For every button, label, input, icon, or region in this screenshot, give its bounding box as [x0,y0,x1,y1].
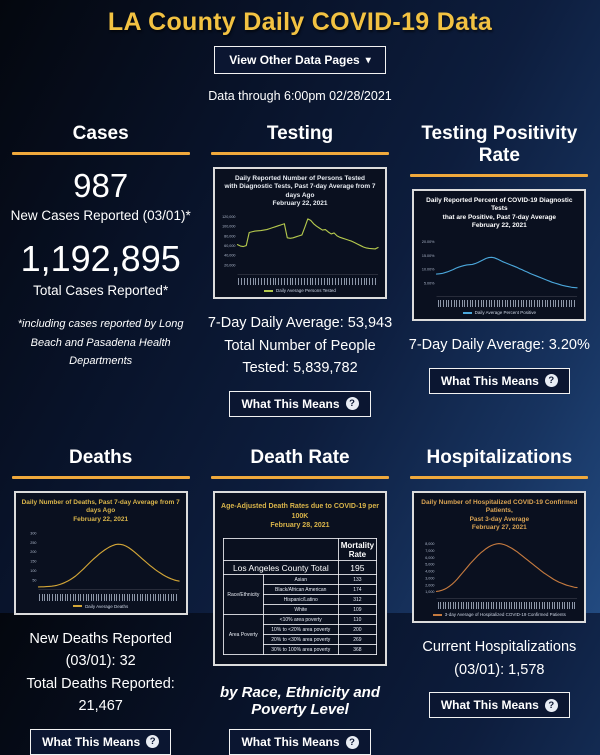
deaths-panel [6,447,195,755]
hospitalizations-chart-title: Daily Number of Hospitalized COVID-19 Confirmed Patients, Past 3-day Average February 27, 2021 [421,498,578,532]
positivity-chart-title: Daily Reported Percent of COVID-19 Diagnostic Tests that are Positive, Past 7-day Average February 22, 2021 [426,197,573,230]
svg-text:60,000: 60,000 [224,243,236,248]
svg-text:100,000: 100,000 [222,224,236,229]
death-rate-table [223,538,377,655]
gold-divider [410,174,588,177]
new-cases-label: New Cases Reported (03/01)* [10,208,191,224]
svg-text:15.00%: 15.00% [422,253,435,258]
death-rate-table-title [219,502,381,531]
new-cases-value: 987 [73,167,129,204]
cases-panel [6,123,195,417]
svg-text:5.00%: 5.00% [424,281,435,286]
positivity-avg-stat: 7-Day Daily Average: 3.20% [408,337,590,354]
svg-text:4,000: 4,000 [425,569,435,574]
category-cell: 10% to <20% area poverty [263,625,338,635]
question-icon: ? [146,735,159,748]
svg-text:2,000: 2,000 [425,582,435,587]
question-icon: ? [346,397,359,410]
testing-legend [218,288,382,293]
question-icon: ? [545,699,558,712]
total-deaths-stat: Total Deaths Reported: 21,467 [26,675,175,715]
testing-chart-title: Daily Reported Number of Persons Tested with Diagnostic Tests, Past 7-day Average from 7 days Ago February 22, 2021 [224,175,376,208]
table-row [223,615,376,625]
what-this-means-button-death-rate[interactable] [229,729,370,755]
button-label: What This Means [42,734,141,749]
positivity-x-axis [438,300,576,307]
legend-line-icon [264,290,273,292]
category-cell: White [263,605,338,615]
gold-divider [12,152,190,155]
svg-text:40,000: 40,000 [224,253,236,258]
deaths-chart [14,491,188,615]
svg-text:20.00%: 20.00% [422,239,435,244]
deaths-x-axis [39,594,177,601]
testing-stats [205,312,394,379]
legend-line-icon [433,614,442,616]
table-row [223,575,376,585]
svg-text:20,000: 20,000 [224,263,236,268]
svg-text:200: 200 [29,550,37,555]
row-1 [0,123,600,417]
value-cell: 110 [338,615,376,625]
legend-label: Daily Average Deaths [85,603,129,609]
county-total-label: Los Angeles County Total [223,561,338,575]
nav-button-wrap [0,46,600,74]
svg-text:250: 250 [29,540,37,545]
positivity-stats [409,334,590,356]
what-this-means-button-testing[interactable] [229,391,370,417]
legend-label: Daily Average Persons Tested [276,288,336,294]
deaths-plot [19,526,183,594]
hospitalizations-chart [412,491,586,623]
death-rate-caption: by Race, Ethnicity and Poverty Level [219,684,381,719]
hospitalizations-x-axis [438,602,576,609]
table-header-row [223,539,376,561]
hospitalizations-legend [417,612,581,617]
svg-text:150: 150 [29,559,37,564]
svg-text:8,000: 8,000 [425,541,435,546]
category-cell: Hispanic/Latino [263,595,338,605]
row-2 [0,447,600,755]
hospitalizations-panel [405,447,594,755]
gold-divider [410,476,588,479]
testing-plot [218,211,382,279]
death-rate-panel [205,447,394,755]
total-cases-label: Total Cases Reported* [33,282,169,298]
category-cell: Black/African American [263,585,338,595]
question-icon: ? [346,736,359,749]
hospitalizations-title: Hospitalizations [426,446,573,468]
value-cell: 174 [338,585,376,595]
positivity-panel [405,123,594,417]
svg-text:80,000: 80,000 [224,234,236,239]
hospitalizations-plot [417,535,581,603]
table-title-line1: Age-Adjusted Death Rates due to COVID-19 per 100K [221,502,379,520]
svg-text:6,000: 6,000 [425,555,435,560]
what-this-means-button-positivity[interactable] [429,368,570,394]
total-cases-value: 1,192,895 [20,238,181,280]
table-title-line2: February 28, 2021 [270,522,330,530]
positivity-legend [417,310,581,315]
group-label-cell: Race/Ethnicity [223,575,263,615]
deaths-title: Deaths [68,446,133,468]
positivity-plot [417,233,581,301]
svg-text:120,000: 120,000 [222,214,236,219]
death-rate-table-box [213,491,387,666]
gold-divider [211,476,389,479]
value-cell: 368 [338,645,376,655]
current-hospitalizations-stat: Current Hospitalizations (03/01): 1,578 [422,639,577,678]
deaths-stats [6,628,195,718]
svg-text:5,000: 5,000 [425,562,435,567]
svg-text:7,000: 7,000 [425,548,435,553]
legend-line-icon [73,605,82,607]
positivity-title: Testing Positivity Rate [421,123,578,166]
category-cell: 30% to 100% area poverty [263,645,338,655]
county-total-value: 195 [338,561,376,575]
button-label: What This Means [241,396,340,411]
testing-x-axis [238,278,376,285]
testing-panel [205,123,394,417]
nav-button-label: View Other Data Pages [229,53,360,67]
death-rate-title: Death Rate [250,446,350,468]
svg-text:10.00%: 10.00% [422,267,435,272]
page-title: LA County Daily COVID-19 Data [107,8,493,36]
deaths-chart-title: Daily Number of Deaths, Past 7-day Average from 7 days Ago February 22, 2021 [21,498,180,523]
table-total-row [223,561,376,575]
testing-title: Testing [266,123,334,144]
legend-label: Daily Average Percent Positive [474,310,537,316]
question-icon: ? [545,374,558,387]
category-cell: Asian [263,575,338,585]
mortality-rate-header: Mortality Rate [338,539,376,561]
svg-text:3,000: 3,000 [425,576,435,581]
value-cell: 312 [338,595,376,605]
data-through-text: Data through 6:00pm 02/28/2021 [208,89,392,103]
group-label-cell: Area Poverty [223,615,263,655]
legend-line-icon [463,312,472,314]
what-this-means-button-deaths[interactable] [30,729,171,755]
testing-avg-stat: 7-Day Daily Average: 53,943 [207,315,393,332]
button-label: What This Means [241,735,340,750]
svg-text:300: 300 [29,531,37,536]
gold-divider [12,476,190,479]
value-cell: 200 [338,625,376,635]
cases-title: Cases [72,123,129,144]
button-label: What This Means [440,373,539,388]
value-cell: 109 [338,605,376,615]
empty-header-cell [223,539,338,561]
what-this-means-button-hospitalizations[interactable] [429,692,570,718]
cases-footnote: *including cases reported by Long Beach and Pasadena Health Departments [17,317,184,368]
positivity-chart [412,189,586,321]
category-cell: 20% to <30% area poverty [263,635,338,645]
deaths-legend [19,604,183,609]
svg-text:100: 100 [29,569,37,574]
death-rate-table-groups [223,575,376,655]
new-deaths-stat: New Deaths Reported (03/01): 32 [29,630,172,670]
category-cell: <10% area poverty [263,615,338,625]
value-cell: 133 [338,575,376,585]
svg-text:50: 50 [31,578,37,583]
svg-text:1,000: 1,000 [425,589,435,594]
hospitalizations-stats [405,636,594,681]
testing-chart [213,167,387,299]
gold-divider [211,152,389,155]
view-other-data-pages-button[interactable] [214,46,386,74]
value-cell: 269 [338,635,376,645]
caret-down-icon: ▾ [365,54,371,66]
legend-label: 3-day Average of Hospitalized COVID-19 Confirmed Patients [444,612,566,618]
button-label: What This Means [440,698,539,713]
testing-total-stat: Total Number of People Tested: 5,839,782 [224,337,376,377]
